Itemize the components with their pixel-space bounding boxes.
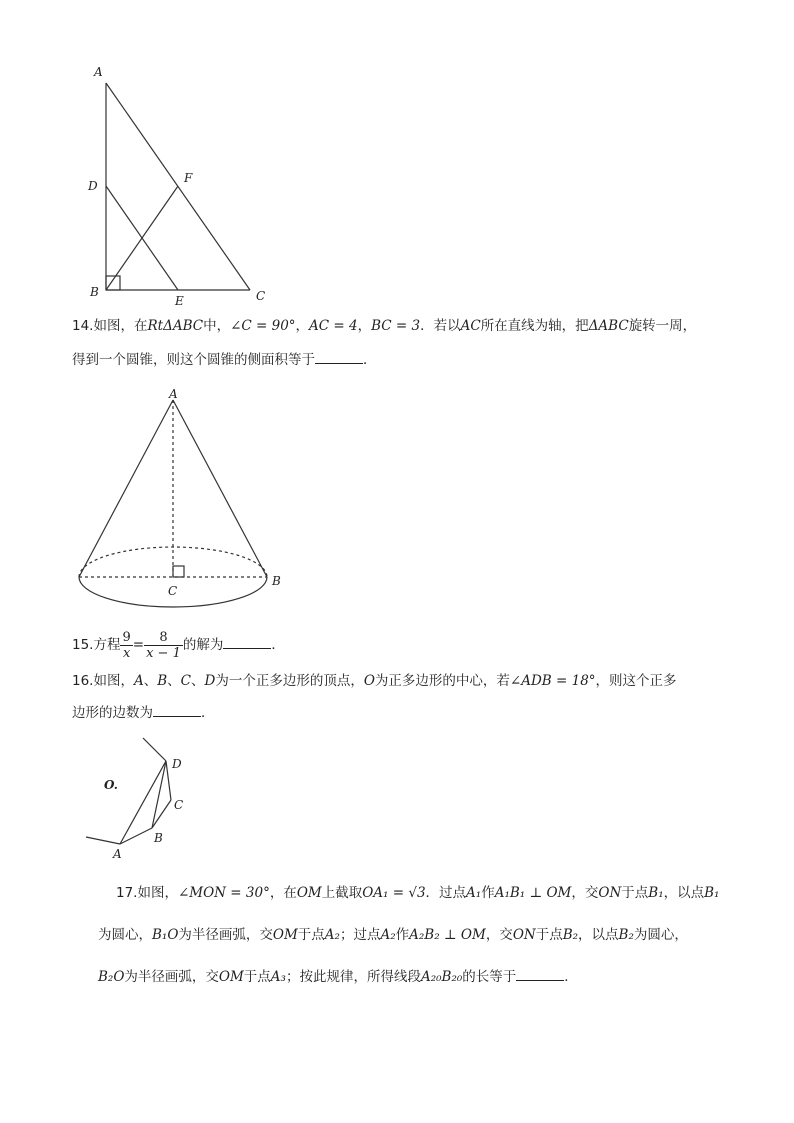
math: OM: [218, 969, 244, 985]
text: 、: [143, 673, 158, 689]
polygon-edge-dc: [166, 761, 171, 800]
label-a: A: [113, 847, 122, 861]
label-a: A: [169, 387, 178, 401]
text: 为半径画弧，交: [124, 969, 219, 985]
text: 于点: [243, 969, 271, 985]
math: C: [180, 673, 191, 689]
text: 为圆心，: [633, 927, 688, 943]
text: ．若以: [420, 318, 461, 334]
text: 的解为: [182, 637, 224, 653]
text: 中，: [203, 318, 231, 334]
text: ；按此规律，所得线段: [285, 969, 421, 985]
text: 为一个正多边形的顶点，: [215, 673, 364, 689]
question-number: 17.: [116, 885, 138, 901]
math: B₁: [704, 885, 720, 901]
label-b: B: [272, 574, 281, 588]
math: ∠C = 90°: [230, 318, 296, 334]
text: ；过点: [339, 927, 381, 943]
question-16-line-1: [72, 671, 677, 691]
question-15: [72, 625, 285, 665]
math: B₁: [648, 885, 664, 901]
numerator: 9: [122, 629, 131, 645]
fraction-9-over-x: [120, 630, 132, 661]
label-d: D: [172, 757, 182, 771]
math: A₂: [324, 927, 340, 943]
text: 如图，在: [93, 318, 148, 334]
label-c: C: [174, 798, 184, 812]
text: 于点: [535, 927, 563, 943]
answer-blank[interactable]: [153, 704, 201, 717]
math: A₂: [380, 927, 396, 943]
text: ．: [564, 969, 578, 985]
label-d: D: [88, 179, 98, 193]
label-a: A: [94, 65, 103, 79]
math: OM: [272, 927, 298, 943]
right-angle-mark: [173, 566, 184, 577]
text: 的长等于: [462, 969, 517, 985]
math: B₂O: [98, 969, 125, 985]
math: ∠MON = 30°: [177, 885, 270, 901]
math: A₃: [270, 969, 286, 985]
polygon-edge: [143, 738, 166, 761]
figure-polygon: [80, 733, 220, 863]
answer-blank[interactable]: [516, 968, 564, 981]
text: ．: [363, 352, 377, 368]
label-e: E: [175, 294, 184, 308]
text: ，以点: [578, 927, 619, 943]
math: AC = 4: [309, 318, 358, 334]
label-c: C: [168, 584, 178, 598]
math: RtΔABC: [147, 318, 204, 334]
question-14-line-2: [72, 350, 377, 370]
question-16-line-2: [72, 703, 215, 723]
math: ΔABC: [588, 318, 629, 334]
denominator: x − 1: [146, 645, 181, 661]
text: 作: [481, 885, 495, 901]
label-o: O.: [104, 778, 118, 792]
math: A₂₀B₂₀: [420, 969, 463, 985]
question-number: 14.: [72, 318, 94, 334]
text: 边形的边数为: [72, 705, 153, 721]
text: ，交: [485, 927, 513, 943]
math: B₂: [618, 927, 634, 943]
text: 如图，: [137, 885, 178, 901]
text: ．过点: [425, 885, 467, 901]
denominator: x: [122, 645, 131, 661]
text: 如图，: [93, 673, 134, 689]
text: ．: [271, 637, 285, 653]
text: 旋转一周，: [628, 318, 697, 334]
question-number: 16.: [72, 673, 94, 689]
text: 为正多边形的中心，若: [374, 673, 510, 689]
question-number: 15.: [72, 637, 94, 653]
math: A₁: [466, 885, 482, 901]
math: A₁B₁ ⊥ OM: [494, 885, 572, 901]
text: 为半径画弧，交: [178, 927, 273, 943]
question-14-line-1: 14.如图，在RtΔABC中，∠C = 90°，AC = 4，BC = 3．若以AC所在直线为轴，把ΔABC旋转一周，: [72, 318, 697, 334]
math: B: [157, 673, 168, 689]
math: ∠ADB = 18°: [509, 673, 596, 689]
text: 于点: [621, 885, 649, 901]
question-17-line-2: [98, 925, 688, 945]
numerator: 8: [144, 630, 183, 646]
text: 作: [395, 927, 410, 943]
math: ON: [512, 927, 536, 943]
figure-cone: [70, 385, 290, 620]
text: 为圆心，: [98, 927, 152, 943]
answer-blank[interactable]: [223, 636, 271, 649]
math: OM: [296, 885, 322, 901]
polygon-edge: [86, 837, 120, 844]
text: 方程: [93, 637, 121, 653]
math: ON: [598, 885, 622, 901]
math: AC: [460, 318, 481, 334]
text: 得到一个圆锥，则这个圆锥的侧面积等于: [72, 352, 315, 368]
label-c: C: [256, 289, 266, 303]
text: 上截取: [321, 885, 363, 901]
text: 所在直线为轴，把: [480, 318, 589, 334]
math: BC = 3: [371, 318, 421, 334]
question-17-line-3: [98, 967, 578, 987]
text: 于点: [297, 927, 325, 943]
figure-triangle-abc: [80, 60, 280, 310]
label-b: B: [154, 831, 163, 845]
math: B₁O: [152, 927, 179, 943]
math: A: [133, 673, 144, 689]
text: ，在: [269, 885, 297, 901]
math: O: [363, 673, 375, 689]
equals-sign: =: [132, 637, 145, 653]
answer-blank[interactable]: [315, 351, 363, 364]
math: A₂B₂ ⊥ OM: [409, 927, 486, 943]
math: D: [204, 673, 216, 689]
fraction-8-over-x-minus-1: [144, 630, 183, 661]
text: 、: [167, 673, 181, 689]
text: ，交: [571, 885, 599, 901]
text: ，则这个正多: [595, 673, 677, 689]
label-f: F: [184, 171, 193, 185]
text: ，以点: [663, 885, 705, 901]
label-b: B: [90, 285, 99, 299]
question-17-line-1: [116, 883, 719, 903]
math: OA₁ = √3: [362, 885, 426, 901]
text: ．: [201, 705, 215, 721]
math: B₂: [562, 927, 579, 943]
text: 、: [191, 673, 205, 689]
